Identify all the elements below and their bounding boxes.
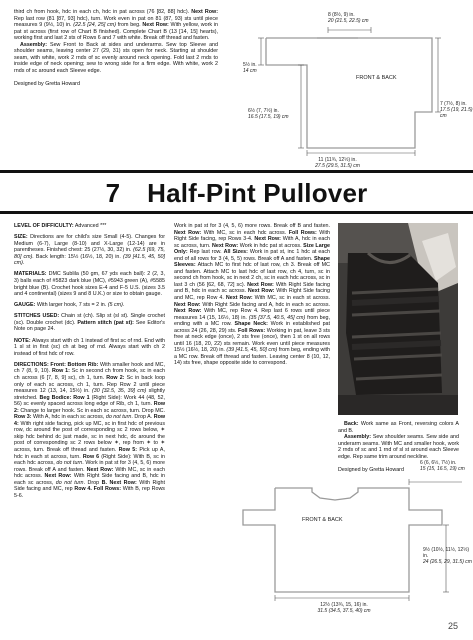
materials-paragraph: MATERIALS: DMC Sublila (50 gm, 67 yds each ball): 2 (2, 3, 3) balls each of #5823 dark blue (MC), #5943 green (A), #5585 bright blue (B). Crochet hook sizes E-4 and F-5 U.S. (sizes 3.5 and 4 continental) (sizes 9 and 8 U.K.) or size to obtain gauge.	[14, 271, 165, 298]
note-paragraph: NOTE: Always start with ch 1 instead of first sc of rnd. End with 1 sl st in first (sc) ch at beg of rnd. Always start with ch 2 instead of first hdc of row.	[14, 337, 165, 357]
size-paragraph: SIZE: Directions are for child's size Small (4-5). Changes for Medium (6-7), Large (8-10) and X-Large (12-14) are in parentheses. Finished chest: 25 (27½, 30, 32) in. (62.5 [69, 75, 80] cm). Back length: 15½ (16½, 18, 20) in. (39 [41.5, 45, 50] cm).	[14, 234, 165, 267]
bottom-measure-label: 11 (11¾, 12½) in. 27.5 (29.5, 31.5) cm	[315, 157, 360, 169]
pattern-paragraph: third ch from hook, hdc in each ch, hdc in pat across (76 [82, 88] hdc). Next Row: Rep last row (81 [87, 93] hdc), turn. Work even in pat on 81 (87, 93) sts until piece measures 9 (9½, 10) in. (22.5 [24, 25] cm) from beg. Next Row: With yellow, work in pat st across (first row of Chart B finished). Complete Chart B (13 [14, 15] hearts), working first and last 2 sts of Rows 6 and 7 with white. Break off thread and fasten.	[14, 9, 218, 42]
top-text-block	[14, 9, 218, 88]
side-label: 9½ (10½, 11½, 12½) in. 24 (26.5, 29, 31.5) cm	[423, 547, 472, 565]
garment-outline	[266, 38, 432, 148]
page-number: 25	[448, 621, 459, 631]
top-schematic	[228, 8, 468, 173]
sleeve-length-label: 5½ in. 14 cm	[243, 62, 257, 74]
difficulty-paragraph: LEVEL OF DIFFICULTY: Advanced ***	[14, 223, 107, 229]
gauge-paragraph: GAUGE: With larger hook, 7 sts = 2 in. (5 cm).	[14, 302, 125, 309]
shoulder-label: 6 (6, 6½, 7½) in. 15 (15, 16.5, 19) cm	[420, 460, 465, 472]
directions-paragraph: DIRECTIONS: Front: Bottom Rib: With smaller hook and MC, ch 7 (8, 9, 10). Row 1: Sc in second ch from hook, sc in each ch across (6 [7, 8, 9] sc), ch 1, turn. Row 2: Sc in back loop only of each sc across, ch 1, turn. Rep Row 2 until piece measures 12 (13, 14, 15½) in. (30 [32.5, 35, 39] cm) slightly stretched. Beg Bodice: Row 1 (Right Side): Work 44 (48, 52, 56) sc evenly spaced across long edge of Rib, ch 1, turn. Row 2: Change to larger hook. Sc in each sc across, turn. Drop MC. Row 3: With A, hdc in each sc across, do not turn. Drop A. Row 4: With right side facing, pick up MC, sc in first hdc of previous row, dc around the post of corresponding sc 2 rows below, ✶ skip hdc behind dc just made, sc in next hdc, dc around the post of corresponding sc 2 rows below ✶, rep from ✶ to ✶ across, turn. Break off thread and fasten. Row 5: Pick up A, hdc in each st across, turn. Row 6 (Right Side): With B, sc in each hdc across, do not turn. Work in pat st for 3 (4, 5, 6) more rows. Break off A and fasten. Next Row: With MC, sc in each hdc across. Next Row: With Right Side facing and B, hdc in each sc across, do not turn. Drop B. Next Row: With Right Side facing and MC, rep Row 4. Foll Rows: With B, rep Rows 5-6.	[14, 361, 166, 499]
sweater-photo	[338, 223, 458, 415]
top-measure-label: 8 (8½, 9) in. 20 (21.5, 22.5) cm	[328, 12, 369, 24]
column-1	[14, 223, 165, 499]
pattern-name: Half-Pint Pullover	[147, 178, 368, 208]
designer-credit: Designed by Gretta Howard	[14, 81, 80, 88]
designer-credit-2: Designed by Gretta Howard	[338, 466, 404, 473]
bottom-label: 12½ (13¾, 15, 16) in. 31.5 (34.5, 37.5, 40) cm	[317, 602, 371, 614]
sleeve-depth-label: 7 (7½, 8) in. 17.5 (19, 21.5) cm	[440, 101, 473, 119]
title-band	[0, 170, 473, 214]
garment-outline-2	[243, 488, 442, 592]
stitches-paragraph: STITCHES USED: Chain st (ch). Slip st (sl st). Single crochet (sc). Double crochet (dc). Pattern stitch (pat st): See Editor's Note on page 24.	[14, 313, 165, 333]
side-length-label: 6½ (7, 7½) in. 16.5 (17.5, 19) cm	[248, 108, 289, 120]
assembly-paragraph: Assembly: Sew Front to Back at sides and underarms. Sew top Sleeve and shoulder seams, leaving center 27 (29, 31) sts open for neck. Starting at shoulder seam, with white, work 2 rnds of sc evenly around neck opening. Fold last 2 rnds to inside edge of neck opening; sew to wrong side for a firm edge. With white, work 2 rnds of sc around each Sleeve edge.	[14, 41, 218, 75]
bottom-schematic	[210, 470, 470, 620]
pattern-title	[0, 175, 473, 211]
panel-label-2: FRONT & BACK	[302, 517, 343, 523]
pattern-number: 7	[105, 178, 121, 208]
back-paragraph: Back: Work same as Front, reversing colors A and B.	[338, 421, 459, 434]
sweater-photo-drawing	[338, 223, 458, 415]
assembly-2-paragraph: Assembly: Sew shoulder seams. Sew side and underarm seams. With MC and smaller hook, work 2 rnds of sc and 1 rnd of sl st around each Sleeve edge. Rep same trim around neckline.	[338, 434, 459, 460]
panel-label: FRONT & BACK	[356, 75, 397, 81]
directions-continued-paragraph: Work in pat st for 3 (4, 5, 6) more rows. Break off B and fasten. Next Row: With MC, sc in each hdc across. Foll Rows: With Right Side facing, rep Rows 3-4. Next Row: With A, hdc in each sc across, turn. Next Row: Work in hdc pat st across. Size Large Only: Rep last row. All Sizes: Work in pat st, inc 1 hdc at each end of all rows for 3 (4, 5, 5) rows. Break off A and fasten. Shape Sleeves: Attach MC to first hdc of last row, ch 3. Break off MC and fasten. Attach MC to last hdc of last row, ch 4, turn, sc in second ch from hook, sc in next 2 ch, sc in each hdc across, sc in last 3 ch (56 [62, 68, 72] sc). Next Row: With Right Side facing and B, hdc in each sc across. Next Row: With Right Side facing and MC, rep Row 4. Next Row: With MC, sc in each st across. Next Row: With Right Side facing and A, hdc in each sc across. Next Row: With MC, rep Row 4. Rep last 6 rows until piece measures 14 (15, 16½, 18) in. (35 [37.5, 40.5, 45] cm) from beg, ending with a MC row. Shape Neck: Work in established pat across 24 (26, 28, 29) sts. Foll Rows: Working in pat, leave 3 sts free at neck edge (once), 2 sts free (once), then 1 st on all rows until 16 (18, 20, 22) sts remain. Work even until piece measures 15½ (16½, 18, 20) in. (39 [41.5, 45, 50] cm) from beg, ending with a MC row. Break off thread and fasten. Leaving center 8 (10, 12, 14) sts free, shape opposite side to correspond.	[174, 223, 331, 367]
column-2	[174, 223, 330, 367]
